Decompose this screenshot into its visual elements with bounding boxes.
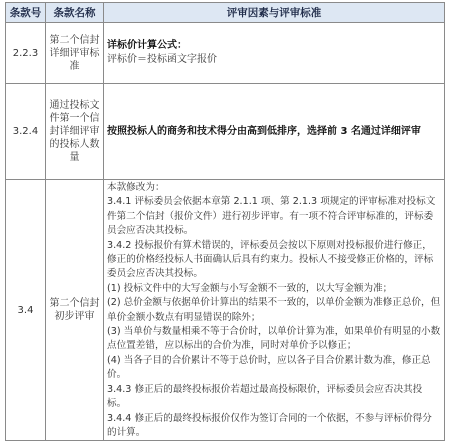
evaluation-criteria bbox=[104, 23, 445, 84]
table-header-row bbox=[6, 3, 445, 23]
criteria-line: 按照投标人的商务和技术得分由高到低排序，选择前 3 名通过详细评审 bbox=[107, 125, 421, 137]
evaluation-table bbox=[5, 2, 445, 441]
clause-number: 2.2.3 bbox=[6, 23, 46, 84]
clause-name: 通过投标文件第一个信封详细评审的投标人数量 bbox=[46, 84, 104, 180]
criteria-line: (3) 当单价与数量相乘不等于合价时，以单价计算为准，如果单价有明显的小数点位置差错，应以标出的合价为准，同时对单价予以修正； bbox=[107, 326, 441, 352]
criteria-line: 3.4.1 评标委员会依据本章第 2.1.1 项、第 2.1.3 项规定的评审标准对投标文件第二个信封（报价文件）进行初步评审。有一项不符合评审标准的，评标委员会应否决其投标。 bbox=[107, 196, 436, 237]
clause-name: 第二个信封详细评审标准 bbox=[46, 23, 104, 84]
header-clause-name: 条款名称 bbox=[46, 3, 104, 23]
criteria-line: 评标价＝投标函文字报价 bbox=[107, 54, 217, 65]
criteria-line: (2) 总价金额与依据单价计算出的结果不一致的，以单价金额为准修正总价，但单价金额小数点有明显错误的除外； bbox=[107, 297, 441, 323]
criteria-line: (1) 投标文件中的大写金额与小写金额不一致的，以大写金额为准； bbox=[107, 282, 393, 294]
evaluation-criteria bbox=[104, 84, 445, 180]
criteria-line: 详标价计算公式： bbox=[107, 40, 187, 51]
table-row bbox=[6, 84, 445, 180]
table-row bbox=[6, 180, 445, 441]
criteria-line: 本款修改为： bbox=[107, 182, 165, 193]
clause-number: 3.2.4 bbox=[6, 84, 46, 180]
criteria-line: 3.4.4 修正后的最终投标报价仅作为签订合同的一个依据，不参与评标价得分的计算。 bbox=[107, 412, 432, 438]
clause-number: 3.4 bbox=[6, 180, 46, 441]
criteria-line: 3.4.3 修正后的最终投标报价若超过最高投标限价，评标委员会应否决其投标。 bbox=[107, 383, 423, 410]
clause-name: 第二个信封初步评审 bbox=[46, 180, 104, 441]
table-row bbox=[6, 23, 445, 84]
header-clause-number: 条款号 bbox=[6, 3, 46, 23]
header-evaluation-criteria: 评审因素与评审标准 bbox=[104, 3, 445, 23]
criteria-line: (4) 当各子目的合价累计不等于总价时，应以各子目合价累计数为准，修正总价。 bbox=[107, 354, 431, 381]
evaluation-criteria bbox=[104, 180, 445, 441]
criteria-line: 3.4.2 投标报价有算术错误的，评标委员会按以下原则对投标报价进行修正，修正的价格经投标人书面确认后具有约束力。投标人不接受修正价格的，评标委员会应否决其投标。 bbox=[107, 239, 434, 280]
